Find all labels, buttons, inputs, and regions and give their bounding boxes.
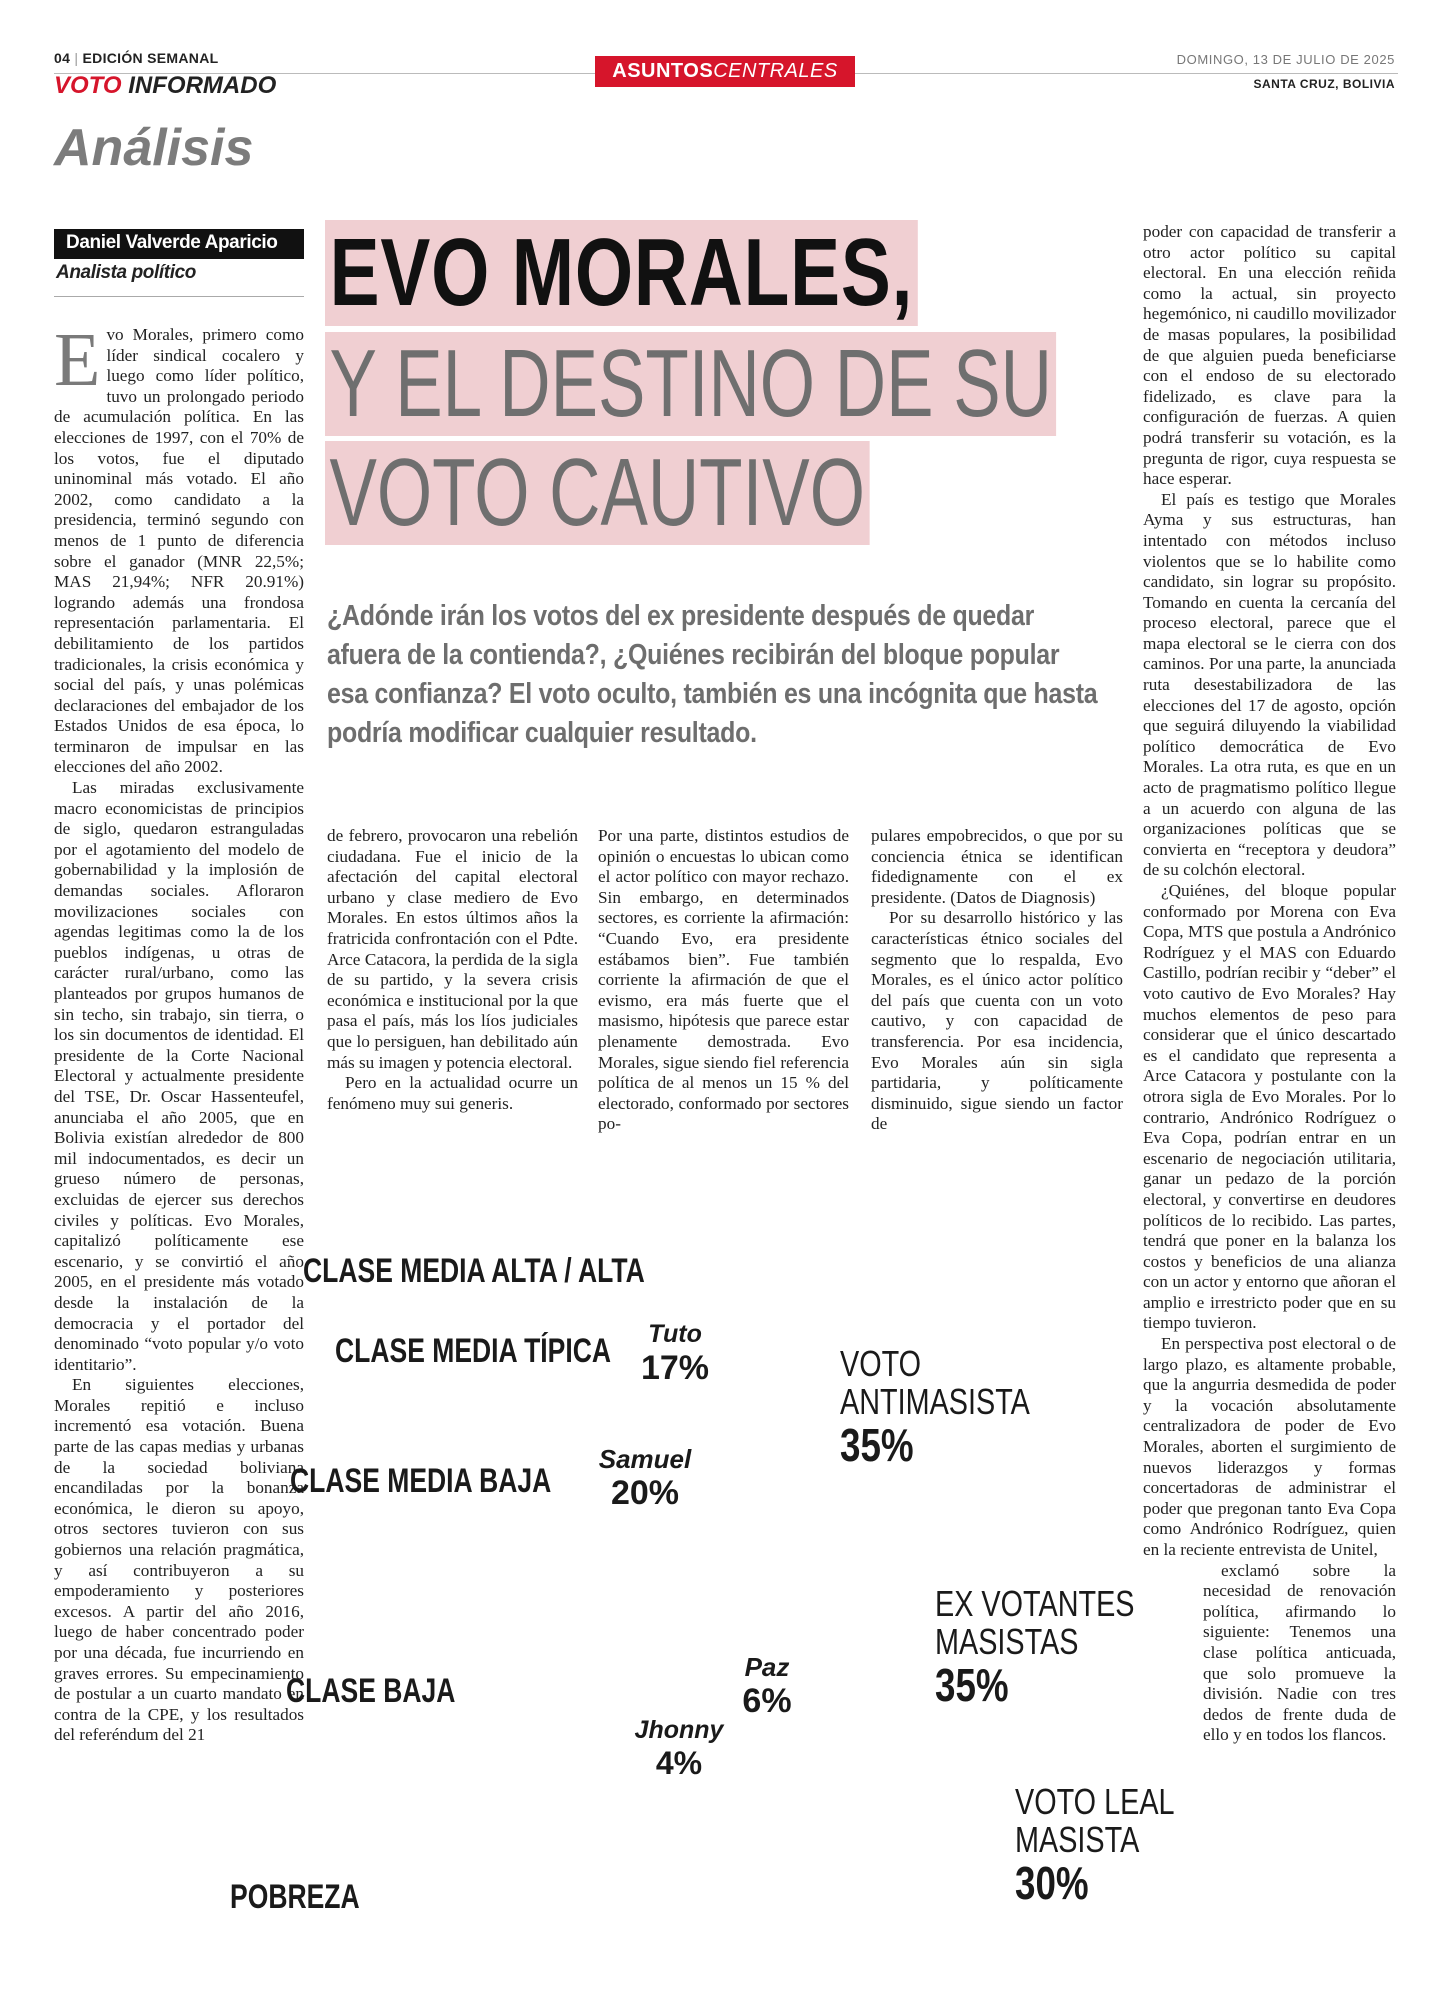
brace-voto-leal: [975, 1760, 1013, 1965]
body-column-1: [54, 318, 304, 1746]
stratum-label: CLASE MEDIA BAJA: [290, 1462, 552, 1500]
candidate-pct: 9%: [717, 1589, 767, 1627]
candidate-name: Manfred: [691, 1559, 793, 1589]
paragraph: En siguientes elecciones, Morales repitió e incluso incrementó esa votación. Buena parte de las capas medias y urbanas de la sociedad boliviana encandiladas por la bonanza económica, le dieron su apoyo, otros sectores tuvieron con sus gobiernos una relación pragmática, y así contribuyeron a su empoderamiento y posteriores excesos. A partir del año 2016, luego de haber concentrado poder por una década, fue incurriendo en graves errores. Su empecinamiento de postular a un cuarto mandato en contra de la CPE, y los resultados del referéndum del 21: [54, 1375, 304, 1745]
paragraph: exclamó sobre la necesidad de renovación política, afirmando lo siguiente: Tenemos una clase política anticuada, que solo promueve la división. Nadie con tres dedos de frente duda de ello y en todos los flancos.: [1203, 1560, 1396, 1745]
stratum-label: CLASE BAJA: [286, 1672, 456, 1710]
candidate-pct: 20%: [610, 1474, 680, 1512]
paragraph: Pero en la actualidad ocurre un fenómeno muy sui generis.: [327, 1073, 578, 1113]
body-column-3: [598, 826, 849, 1135]
candidate-name: Tuto: [648, 1320, 702, 1348]
bubble-label: [565, 1446, 725, 1510]
paragraph: pulares empobrecidos, o que por su conciencia étnica se identifican fidedignamente con el ex presidente. (Datos de Diagnosis): [871, 826, 1123, 907]
section-title-red: VOTO: [54, 72, 122, 99]
candidate-pct: 15%: [553, 1634, 623, 1672]
group-pct: 35%: [840, 1418, 914, 1471]
body-column-4: [871, 826, 1123, 1135]
candidate-name: Paz: [744, 1652, 790, 1682]
page-edition-line: [54, 50, 218, 66]
headline-line-1: EVO MORALES,: [325, 220, 918, 326]
candidate-name: Samuel: [598, 1444, 692, 1474]
candidate-name: Indecisos: [528, 1604, 648, 1634]
candidate-name: Voto evista= blanco/nulo: [708, 1832, 862, 1891]
headline-line-2: Y EL DESTINO DE SU: [325, 332, 1056, 436]
kicker: Análisis: [54, 119, 254, 177]
brace-ex-votantes: [898, 1550, 936, 1835]
brand-badge: [595, 56, 855, 87]
candidate-pct: 4%: [655, 1745, 703, 1781]
issue-city: SANTA CRUZ, BOLIVIA: [1253, 77, 1395, 91]
group-line: VOTO: [840, 1343, 922, 1384]
group-pct: 30%: [1015, 1856, 1089, 1909]
author-rule: [54, 296, 304, 297]
brand-bold: ASUNTOS: [612, 60, 714, 82]
paragraph: poder con capacidad de transferir a otro actor político su capital electoral. En una elección reñida como la actual, sin proyecto hegemónico, ni caudillo movilizador de masas populares, la posibilidad de que alguien pueda beneficiarse con el endoso de su electorado fidelizado, es clave para la configuración de fuerzas. A quien podrá transferir su votación, es la pregunta de rigor, cuya respuesta se hace esperar.: [1143, 222, 1396, 489]
candidate-pct: 15%: [750, 1891, 820, 1929]
stratum-label: CLASE MEDIA ALTA / ALTA: [303, 1252, 645, 1290]
page-number: 04: [54, 50, 71, 66]
candidate-name: Andrónico: [485, 1815, 621, 1845]
group-line: EX VOTANTES: [935, 1583, 1135, 1624]
paragraph: Por una parte, distintos estudios de opinión o encuestas lo ubican como el actor político con mayor rechazo. Sin embargo, en determinados sectores, es corriente la afirmación: “Cuando Evo, era presidente estábamos bien”. Fue también corriente la afirmación de que el evismo, era más fuerte que el masismo, hipótesis que parece estar plenamente demostrada. Evo Morales, sigue siendo fiel referencia política de al menos un 15 % del electorado, conformado por sectores po-: [598, 826, 849, 1134]
section-title-dark: INFORMADO: [128, 72, 277, 99]
group-line: VOTO LEAL: [1015, 1781, 1175, 1822]
group-label-ex-votantes: [935, 1585, 1135, 1709]
bubble-label: [712, 1654, 822, 1718]
paragraph-text: vo Morales, primero como líder sindical cocalero y luego como líder político, tuvo un prolongado periodo de acumulación política. En las elecciones de 1997, con el 70% de los votos, fue el diputado uninominal más votado. El año 2002, como candidato a la presidencia, terminó segundo con menos de 1 punto de diferencia sobre el ganador (MNR 22,5%; MAS 21,94%; NFR 20.91%) logrando además una frondosa representación parlamentaria. El debilitamiento de los partidos tradicionales, la crisis económica y social del país, y unas polémicas declaraciones del embajador de los Estados Unidos de esa época, lo terminaron de impulsar en las elecciones del año 2002.: [54, 325, 304, 777]
paragraph: de febrero, provocaron una rebelión ciudadana. Fue el inicio de la afectación del capital electoral urbano y clase mediero de Evo Morales. En estos últimos años la fratricida confrontación con el Pdte. Arce Catacora, la perdida de la sigla de su partido, y la severa crisis económica e institucional por la que pasa el país, más los líos judiciales que lo persiguen, han debilitado aún más su imagen y potencia electoral.: [327, 826, 578, 1072]
paragraph: El país es testigo que Morales Ayma y sus estructuras, han intentado con métodos incluso violentos que se lo habilite como candidato, sin lograr su propósito. Tomando en cuenta la cercanía del proceso electoral, parece que el mapa electoral se le cierra con dos caminos. Por una parte, la anunciada ruta desestabilizadora de las elecciones del 17 de agosto, opción que seguirá diluyendo la viabilidad político democrática de Evo Morales. La otra ruta, es que en un acto de pragmatismo político llegue a un acuerdo con alguna de las organizaciones políticas que se convierta en “receptora y deudora” de su colchón electoral.: [1143, 489, 1396, 880]
separator: |: [74, 50, 83, 66]
bubble-label: [498, 1606, 678, 1670]
section-title: [54, 72, 276, 100]
candidate-pct: 15%: [518, 1846, 588, 1884]
body-column-2: [327, 826, 578, 1114]
candidate-pct: 6%: [742, 1682, 792, 1720]
author-name: Daniel Valverde Aparicio: [54, 229, 304, 259]
candidate-pct: 17%: [640, 1349, 710, 1387]
group-line: MASISTA: [1015, 1818, 1140, 1860]
group-line: MASISTAS: [935, 1620, 1079, 1662]
paragraph: En perspectiva post electoral o de largo plazo, es altamente probable, que la angurria desmedida de poder y la vocación absolutamente centralizadora de poder de Evo Morales, aborten el surgimiento de nuevos liderazgos y formas concertadoras de administrar el poder que pregonan tanto Eva Copa como Andrónico Rodríguez, quien en la reciente entrevista de Unitel,: [1143, 1334, 1396, 1559]
stratum-label: CLASE MEDIA TÍPICA: [335, 1332, 612, 1370]
paragraph: ¿Quiénes, del bloque popular conformado por Morena con Eva Copa, MTS que postula a Andrónico Rodríguez y el MAS con Eduardo Castillo, podrían recibir y “deber” el voto cautivo de Evo Morales? Hay muchos elementos de peso para considerar que el único descartado es el candidato que representa a Arce Catacora y postulante con la otrora sigla de Evo Morales. Por lo contrario, Andrónico Rodríguez o Eva Copa, podrían entrar en un escenario de negociación utilitaria, ganar un pedazo de la porción electoral, y convertirse en deudores políticos de lo recibido. Las partes, tendrá que poner en la balanza los costos y beneficios de una alianza con un actor y entorno que añoran el amplio e irrestricto poder que en su tiempo tuvieron.: [1143, 881, 1396, 1333]
group-label-antimasista: [840, 1345, 1030, 1469]
bubble-label: [605, 1322, 745, 1385]
paragraph: Por su desarrollo histórico y las características étnico sociales del segmento que lo respalda, Evo Morales, es el único actor político del país que cuenta con un voto cautivo, y con capacidad de transferencia. Por esa incidencia, Evo Morales aún sin sigla partidaria, y políticamente disminuido, sigue siendo un factor de: [871, 908, 1123, 1134]
author-role: Analista político: [56, 262, 196, 283]
group-line: ANTIMASISTA: [840, 1380, 1030, 1422]
edition-label: EDICIÓN SEMANAL: [82, 50, 219, 66]
headline-line-3: VOTO CAUTIVO: [325, 441, 869, 545]
stratum-label: POBREZA: [230, 1878, 360, 1916]
bubble-label: [680, 1833, 890, 1927]
paragraph: Las miradas exclusivamente macro economicistas de principios de siglo, quedaron estranguladas por el agotamiento del modelo de gobernabilidad y la implosión de demandas sociales. Afloraron movilizaciones sociales con agendas legitimas como la de los pueblos indígenas, u otras de carácter rural/urbano, como las planteados por grupos humanos de sin techo, sin trabajo, sin tierra, o los sin documentos de identidad. El presidente de la Corte Nacional Electoral y actualmente presidente del TSE, Dr. Oscar Hassenteufel, anunciaba el año 2005, que en Bolivia existían alrededor de 800 mil indocumentados, es decir un grueso número de personas, excluidas de ejercer sus derechos civiles y políticas. Evo Morales, capitalizó políticamente ese escenario, y se convirtió el año 2005, en el presidente más votado desde la instalación de la democracia y el portador del denominado “voto popular y/o voto identitario”.: [54, 778, 304, 1374]
bubble-label: [458, 1817, 648, 1882]
drop-cap: E: [54, 318, 101, 402]
body-column-5: [1143, 222, 1396, 1746]
issue-date: DOMINGO, 13 DE JULIO DE 2025: [1176, 52, 1395, 67]
paragraph: [54, 318, 304, 778]
brand-italic: CENTRALES: [713, 60, 838, 82]
bubble-label: [614, 1718, 744, 1779]
group-label-voto-leal: [1015, 1783, 1175, 1907]
deck: ¿Adónde irán los votos del ex presidente después de quedar afuera de la contienda?, ¿Quiénes recibirán del bloque popular esa confianza? El voto oculto, también es una incógnita que hasta podría modificar cualquier resultado.: [327, 600, 1098, 749]
brace-antimasista: [800, 1270, 838, 1585]
candidate-name: Jhonny: [634, 1716, 724, 1744]
bubble-label: [672, 1561, 812, 1625]
group-pct: 35%: [935, 1658, 1009, 1711]
